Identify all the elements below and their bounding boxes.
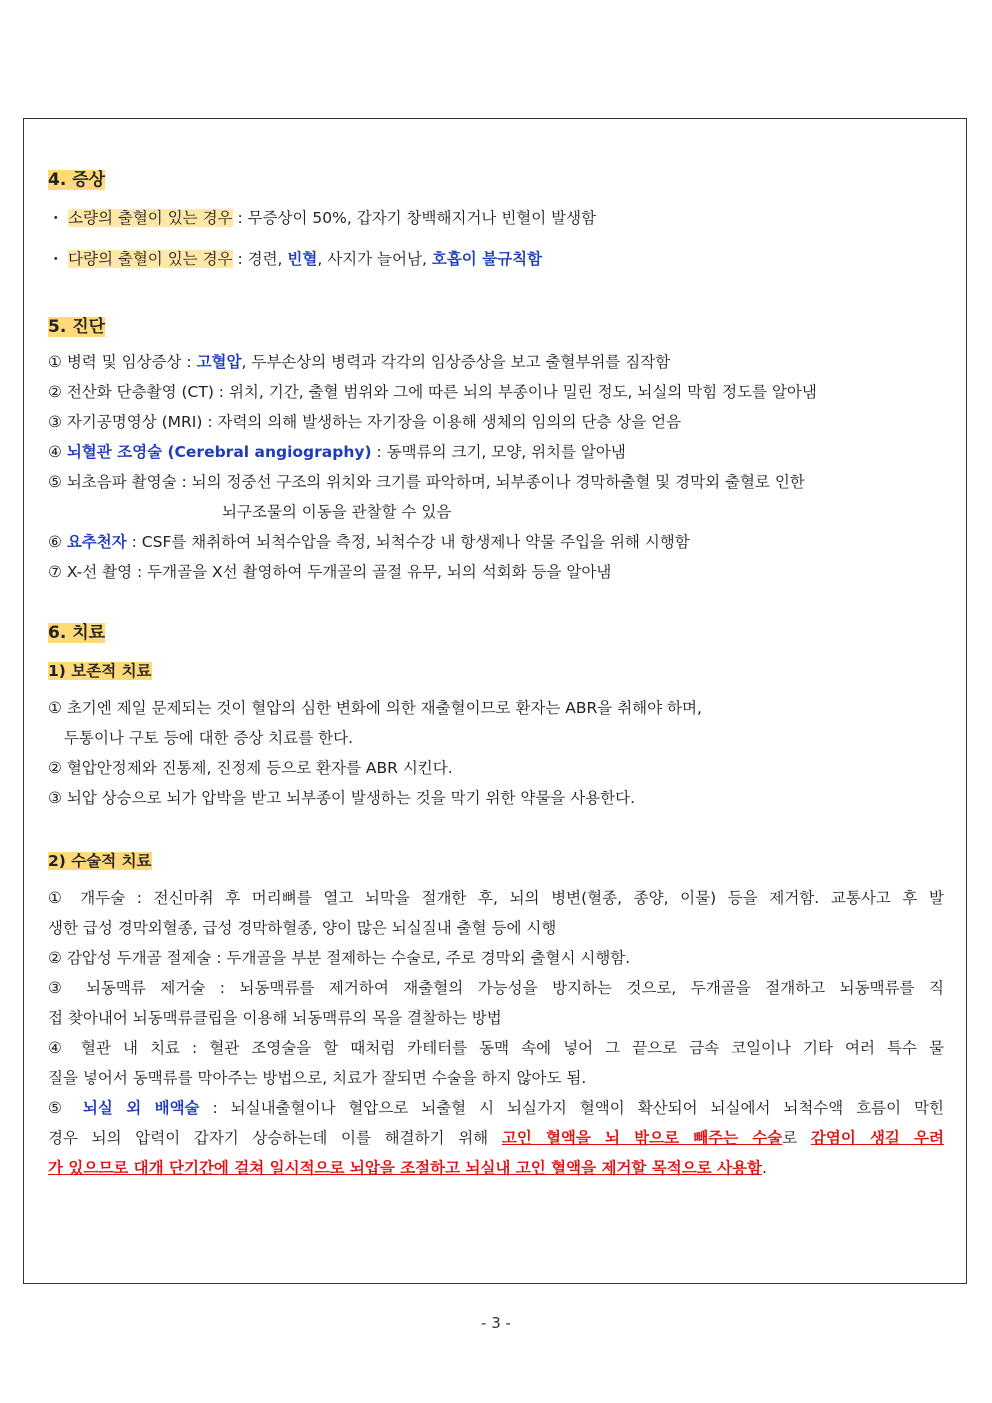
symptom-item-2 [48, 248, 542, 270]
conservative-item-1-line-1 [48, 697, 702, 719]
document-frame [23, 118, 967, 1284]
section-4-heading [48, 169, 105, 191]
diagnosis-1-text-1: ① 병력 및 임상증상 : [48, 353, 197, 371]
surgical-4-text-1: ④ 혈관 내 치료 : 혈관 조영술을 할 때처럼 카테터를 동맥 속에 넣어 그 끝으로 금속 코일이나 기타 여러 특수 물 [48, 1039, 944, 1057]
surgical-1-text-2: 생한 급성 경막외혈종, 급성 경막하혈종, 양이 많은 뇌실질내 출혈 등에 시행 [48, 919, 557, 937]
surgical-item-5-line-2 [48, 1127, 944, 1149]
surgical-5-text-1: : 뇌실내출혈이나 혈압으로 뇌출혈 시 뇌실가지 혈액이 확산되어 뇌실에서 뇌척수액 흐름이 막힌 [199, 1099, 945, 1117]
surgical-item-5-line-3 [48, 1157, 767, 1179]
diagnosis-item-5-line-1 [48, 471, 805, 493]
conservative-1-text-2: 두통이나 구토 등에 대한 증상 치료를 한다. [64, 729, 354, 747]
section-6-title: 6. 치료 [48, 623, 106, 643]
diagnosis-item-1 [48, 351, 670, 373]
symptom-2-keyword-1: 빈혈 [287, 250, 318, 268]
conservative-2-text: ② 혈압안정제와 진통제, 진정제 등으로 환자를 ABR 시킨다. [48, 759, 453, 777]
diagnosis-item-3 [48, 411, 681, 433]
symptom-2-text-1: : 경련, [232, 250, 288, 268]
surgical-5-text-3: 로 [782, 1129, 811, 1147]
diagnosis-item-7 [48, 561, 611, 583]
surgical-5-emphasis-2a: 감염이 생길 우려 [810, 1129, 945, 1147]
surgical-5-marker: ⑤ [48, 1099, 83, 1117]
surgical-item-3-line-1 [48, 977, 944, 999]
conservative-treatment-title: 1) 보존적 치료 [48, 662, 152, 680]
surgical-item-1-line-2 [48, 917, 556, 939]
diagnosis-item-5-line-2 [222, 501, 451, 523]
surgical-item-1-line-1 [48, 887, 944, 909]
diagnosis-3-text: ③ 자기공명영상 (MRI) : 자력의 의해 발생하는 자기장을 이용해 생체의 임의의 단층 상을 얻음 [48, 413, 682, 431]
diagnosis-item-6 [48, 531, 690, 553]
section-5-title: 5. 진단 [48, 317, 106, 337]
surgical-2-text: ② 감압성 두개골 절제술 : 두개골을 부분 절제하는 수술로, 주로 경막외 출혈시 시행함. [48, 949, 631, 967]
conservative-1-text-1: ① 초기엔 제일 문제되는 것이 혈압의 심한 변화에 의한 재출혈이므로 환자는 ABR을 취해야 하며, [48, 699, 702, 717]
diagnosis-6-text: : CSF를 채취하여 뇌척수압을 측정, 뇌척수강 내 항생제나 약물 주입을 위해 시행함 [126, 533, 690, 551]
diagnosis-4-text: : 동맥류의 크기, 모양, 위치를 알아냄 [371, 443, 626, 461]
page-number: - 3 - [481, 1314, 511, 1332]
section-4-title: 4. 증상 [48, 170, 106, 190]
surgical-3-text-2: 접 찾아내어 뇌동맥류클립을 이용해 뇌동맥류의 목을 결찰하는 방법 [48, 1009, 502, 1027]
surgical-5-period: . [762, 1159, 767, 1177]
diagnosis-6-keyword: 요추천자 [66, 533, 127, 551]
surgical-5-keyword: 뇌실 외 배액술 [82, 1099, 200, 1117]
diagnosis-item-4 [48, 441, 626, 463]
surgical-5-emphasis-2b: 가 있으므로 대개 단기간에 걸쳐 일시적으로 뇌압을 조절하고 뇌실내 고인 혈액을 제거할 목적으로 사용함 [48, 1159, 762, 1177]
diagnosis-7-text: ⑦ X-선 촬영 : 두개골을 X선 촬영하여 두개골의 골절 유무, 뇌의 석회화 등을 알아냄 [48, 563, 612, 581]
surgical-item-2 [48, 947, 630, 969]
diagnosis-4-keyword: 뇌혈관 조영술 (Cerebral angiography) [66, 443, 372, 461]
section-5-heading [48, 316, 105, 338]
diagnosis-1-keyword: 고혈압 [196, 353, 242, 371]
surgical-item-4-line-1 [48, 1037, 944, 1059]
conservative-item-2 [48, 757, 453, 779]
symptom-1-text: : 무증상이 50%, 갑자기 창백해지거나 빈혈이 발생함 [232, 209, 597, 227]
conservative-item-3 [48, 787, 635, 809]
bullet-icon: ・ [48, 250, 64, 268]
diagnosis-5-text-1: ⑤ 뇌초음파 촬영술 : 뇌의 정중선 구조의 위치와 크기를 파악하며, 뇌부종이나 경막하출혈 및 경막외 출혈로 인한 [48, 473, 805, 491]
section-6-heading [48, 622, 105, 644]
surgical-3-text-1: ③ 뇌동맥류 제거술 : 뇌동맥류를 제거하여 재출혈의 가능성을 방지하는 것으로, 두개골을 절개하고 뇌동맥류를 직 [48, 979, 944, 997]
conservative-item-1-line-2 [64, 727, 353, 749]
surgical-item-5-line-1 [48, 1097, 944, 1119]
symptom-1-label: 소량의 출혈이 있는 경우 [68, 209, 233, 227]
diagnosis-2-text: ② 전산화 단층촬영 (CT) : 위치, 기간, 출혈 범위와 그에 따른 뇌의 부종이나 밀린 정도, 뇌실의 막힘 정도를 알아냄 [48, 383, 817, 401]
symptom-2-text-2: , 사지가 늘어남, [317, 250, 432, 268]
diagnosis-4-marker: ④ [48, 443, 67, 461]
surgical-1-text-1: ① 개두술 : 전신마취 후 머리뼈를 열고 뇌막을 절개한 후, 뇌의 병변(혈종, 종양, 이물) 등을 제거함. 교통사고 후 발 [48, 889, 944, 907]
surgical-item-4-line-2 [48, 1067, 586, 1089]
diagnosis-5-text-2: 뇌구조물의 이동을 관찰할 수 있음 [222, 503, 452, 521]
surgical-4-text-2: 질을 넣어서 동맥류를 막아주는 방법으로, 치료가 잘되면 수술을 하지 않아도 됨. [48, 1069, 587, 1087]
symptom-item-1 [48, 207, 596, 229]
surgical-5-emphasis-1: 고인 혈액을 뇌 밖으로 빼주는 수술 [501, 1129, 783, 1147]
bullet-icon: ・ [48, 209, 64, 227]
surgical-5-text-2: 경우 뇌의 압력이 갑자기 상승하는데 이를 해결하기 위해 [48, 1129, 502, 1147]
conservative-treatment-heading [48, 660, 152, 682]
surgical-item-3-line-2 [48, 1007, 502, 1029]
surgical-treatment-title: 2) 수술적 치료 [48, 852, 152, 870]
surgical-treatment-heading [48, 850, 152, 872]
symptom-2-keyword-2: 호흡이 불규칙함 [431, 250, 543, 268]
diagnosis-item-2 [48, 381, 817, 403]
diagnosis-6-marker: ⑥ [48, 533, 67, 551]
diagnosis-1-text-2: , 두부손상의 병력과 각각의 임상증상을 보고 출혈부위를 짐작함 [241, 353, 671, 371]
symptom-2-label: 다량의 출혈이 있는 경우 [68, 250, 233, 268]
conservative-3-text: ③ 뇌압 상승으로 뇌가 압박을 받고 뇌부종이 발생하는 것을 막기 위한 약물을 사용한다. [48, 789, 636, 807]
